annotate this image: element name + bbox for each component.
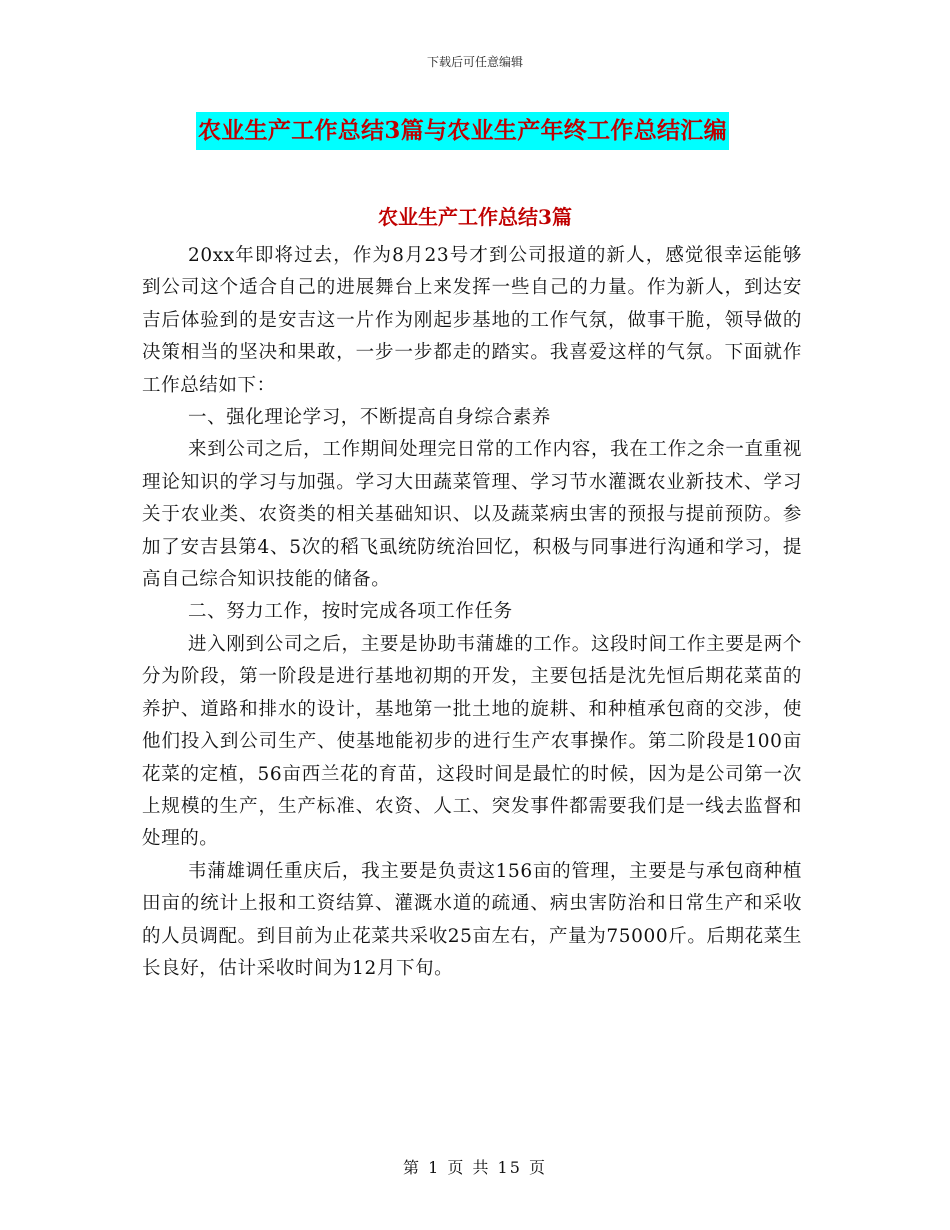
heading-work-tasks: 二、努力工作，按时完成各项工作任务 <box>188 601 513 623</box>
paragraph-management: 韦蒲雄调任重庆后，我主要是负责这156亩的管理，主要是与承包商种植田亩的统计上报和工资结算、灌溉水道的疏通、病虫害防治和日常生产和采收的人员调配。到目前为止花菜共采收25亩左右，产量为75000斤。后期花菜生长良好，估计采收时间为12月下旬。 <box>142 860 802 979</box>
document-title: 农业生产工作总结3篇与农业生产年终工作总结汇编 <box>196 112 729 150</box>
header-note: 下载后可任意编辑 <box>426 55 523 69</box>
paragraph-intro: 20xx年即将过去，作为8月23号才到公司报道的新人，感觉很幸运能够到公司这个适合自己的进展舞台上来发挥一些自己的力量。作为新人，到达安吉后体验到的是安吉这一片作为刚起步基地的工作气氛，做事干脆，领导做的决策相当的坚决和果敢，一步一步都走的踏实。我喜爱这样的气氛。下面就作工作总结如下： <box>142 245 802 396</box>
paragraph-theory-study: 来到公司之后，工作期间处理完日常的工作内容，我在工作之余一直重视理论知识的学习与加强。学习大田蔬菜管理、学习节水灌溉农业新技术、学习关于农业类、农资类的相关基础知识、以及蔬菜病虫害的预报与提前预防。参加了安吉县第4、5次的稻飞虱统防统治回忆，积极与同事进行沟通和学习，提高自己综合知识技能的储备。 <box>142 439 802 591</box>
paragraph-work-tasks: 进入刚到公司之后，主要是协助韦蒲雄的工作。这段时间工作主要是两个分为阶段，第一阶段是进行基地初期的开发，主要包括是沈先恒后期花菜苗的养护、道路和排水的设计，基地第一批土地的旋耕、和种植承包商的交涉，使他们投入到公司生产、使基地能初步的进行生产农事操作。第二阶段是100亩花菜的定植，56亩西兰花的育苗，这段时间是最忙的时候，因为是公司第一次上规模的生产，生产标准、农资、人工、突发事件都需要我们是一线去监督和处理的。 <box>142 633 802 850</box>
section-title: 农业生产工作总结3篇 <box>378 205 572 229</box>
document-body <box>142 240 802 985</box>
heading-theory-study: 一、强化理论学习，不断提高自身综合素养 <box>188 407 551 429</box>
page-number: 第 1 页 共 15 页 <box>403 1158 547 1177</box>
